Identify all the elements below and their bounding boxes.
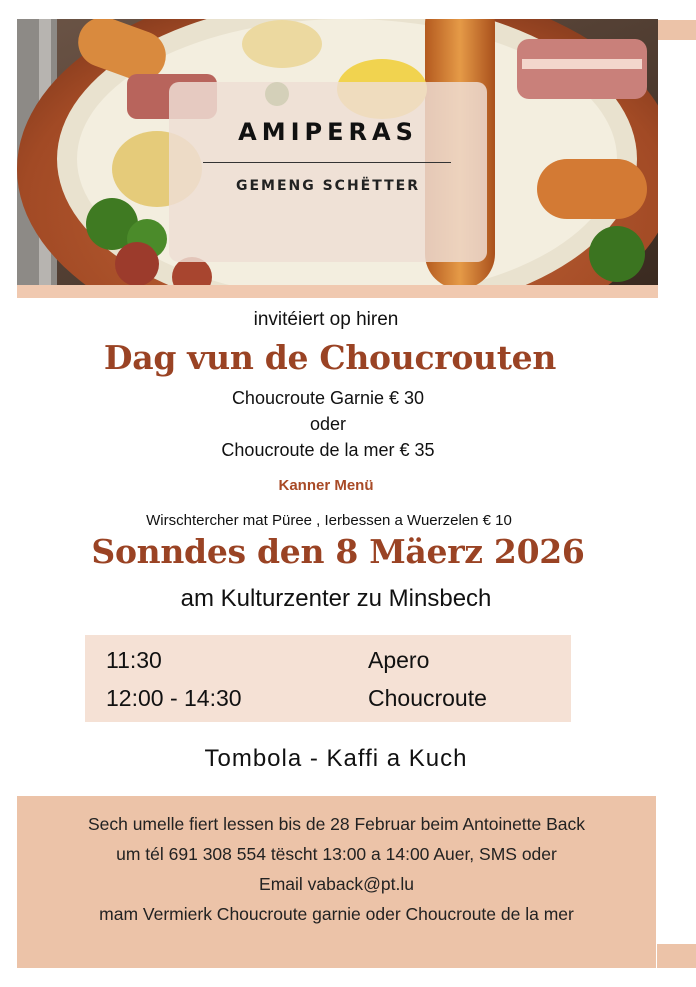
schedule-time: 12:00 - 14:30 [106, 685, 242, 711]
schedule-label: Choucroute [368, 685, 487, 711]
invitation-intro: invitéiert op hiren [253, 309, 399, 330]
organizer-name: AMIPERAS [238, 118, 418, 146]
reservation-box [17, 796, 656, 968]
event-title: Dag vun de Choucrouten [103, 338, 557, 377]
decorative-tab-top [657, 20, 696, 40]
schedule-box [85, 635, 571, 722]
organizer-divider [203, 162, 451, 163]
reservation-email: Email vaback@pt.lu [259, 874, 414, 894]
menu-option-1: Choucroute Garnie € 30 [231, 388, 425, 408]
reservation-line: um tél 691 308 554 tëscht 13:00 a 14:00 Auer, SMS oder [116, 844, 557, 864]
schedule-time: 11:30 [106, 647, 162, 673]
organizer-subtitle: GEMENG SCHËTTER [235, 178, 421, 194]
reservation-line: mam Vermierk Choucroute garnie oder Choucroute de la mer [99, 904, 574, 924]
event-venue: am Kulturzenter zu Minsbech [180, 585, 492, 612]
organizer-card [169, 82, 487, 262]
schedule-label: Apero [368, 647, 430, 673]
decorative-tab-bottom [657, 944, 696, 968]
menu-option-2: Choucroute de la mer € 35 [221, 440, 435, 460]
event-date: Sonndes den 8 Mäerz 2026 [91, 532, 585, 571]
extras-line: Tombola - Kaffi a Kuch [204, 745, 468, 772]
hero-bottom-band [17, 285, 658, 298]
kids-menu-description: Wirschtercher mat Püree , Ierbessen a Wuerzelen € 10 [146, 512, 512, 529]
menu-separator: oder [309, 414, 347, 434]
kids-menu-heading: Kanner Menü [278, 477, 374, 494]
reservation-line: Sech umelle fiert lessen bis de 28 Februar beim Antoinette Back [87, 814, 586, 834]
